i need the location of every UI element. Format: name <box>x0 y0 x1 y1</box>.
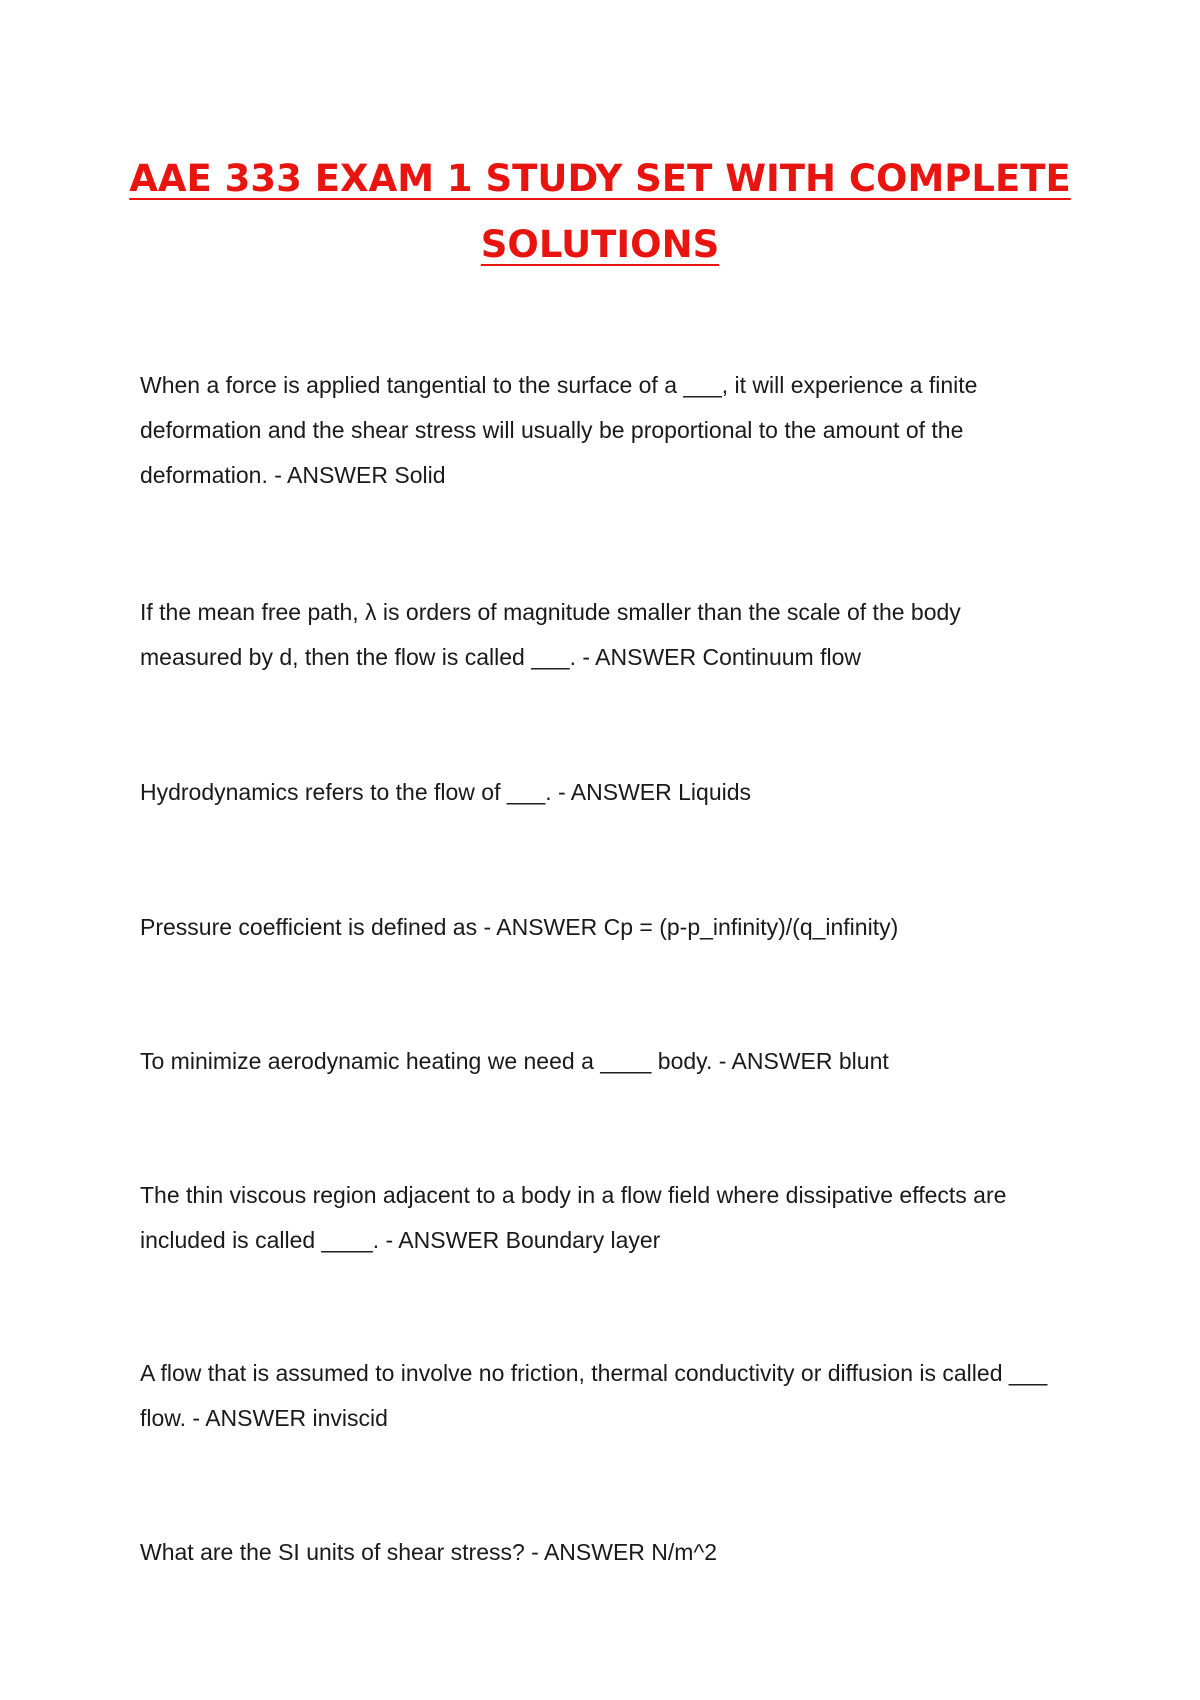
question-answer-2: If the mean free path, λ is orders of magnitude smaller than the scale of the body measured by d, then the flow is called ___. - ANSWER Continuum flow <box>140 599 961 670</box>
question-answer-3: Hydrodynamics refers to the flow of ___. - ANSWER Liquids <box>140 779 752 805</box>
question-answer-4: Pressure coefficient is defined as - ANSWER Cp = (p-p_infinity)/(q_infinity) <box>140 914 899 940</box>
question-answer-5: To minimize aerodynamic heating we need a ____ body. - ANSWER blunt <box>140 1048 889 1074</box>
question-answer-7: A flow that is assumed to involve no friction, thermal conductivity or diffusion is called ___ flow. - ANSWER inviscid <box>140 1360 1048 1431</box>
document-title <box>120 146 1080 278</box>
question-answer-6: The thin viscous region adjacent to a body in a flow field where dissipative effects are included is called ____. - ANSWER Boundary layer <box>140 1182 1007 1253</box>
title-line-1: AAE 333 EXAM 1 STUDY SET WITH COMPLETE <box>129 157 1071 200</box>
question-answer-8: What are the SI units of shear stress? - ANSWER N/m^2 <box>140 1539 718 1565</box>
question-answer-1: When a force is applied tangential to the surface of a ___, it will experience a finite deformation and the shear stress will usually be proportional to the amount of the deformation. - ANSWER Solid <box>140 372 978 488</box>
title-line-2: SOLUTIONS <box>480 223 720 266</box>
